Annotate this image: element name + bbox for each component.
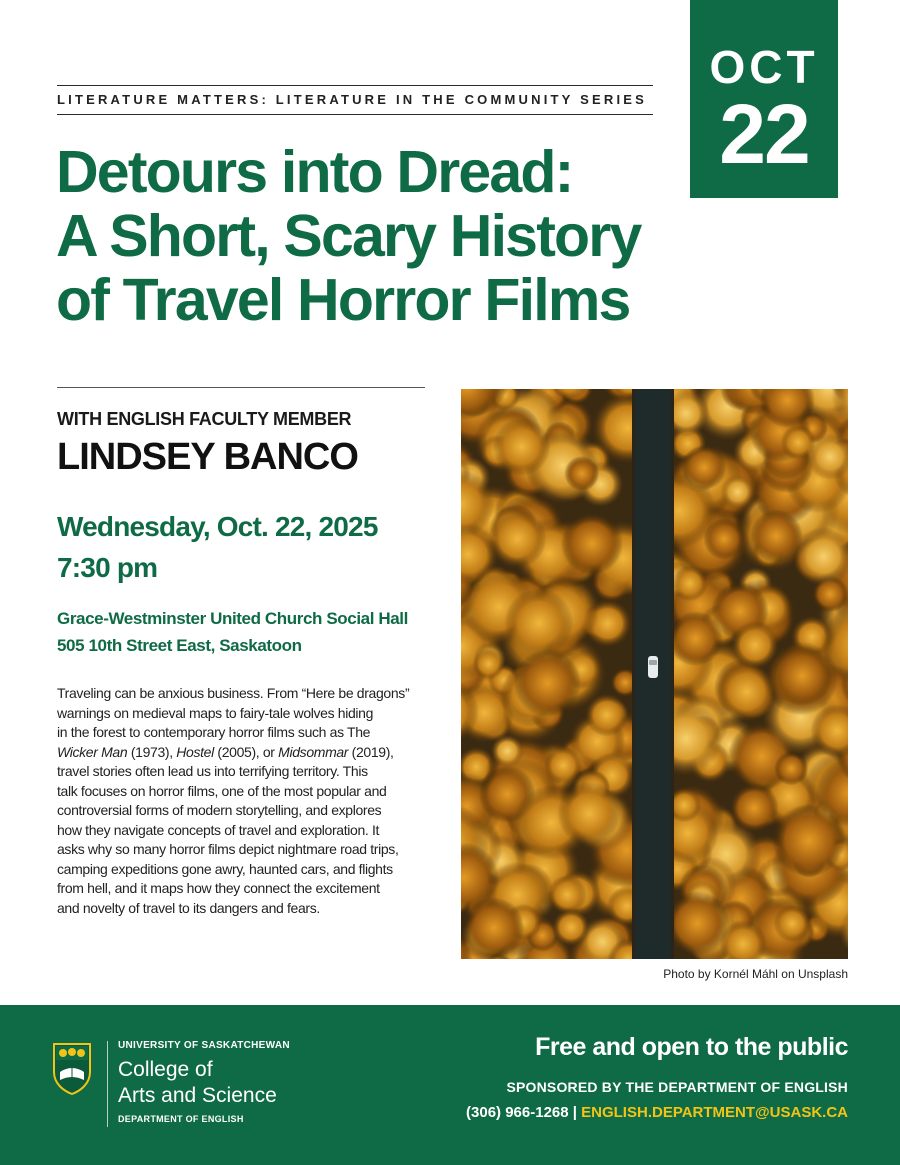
- description-line: from hell, and it maps how they connect the excitement: [57, 880, 380, 896]
- series-top-rule: [57, 85, 653, 86]
- description-line: Traveling can be anxious business. From “Here be dragons”: [57, 685, 410, 701]
- event-description: [57, 684, 452, 918]
- description-line: in the forest to contemporary horror films such as The: [57, 724, 371, 740]
- car: [648, 656, 658, 678]
- film-title: Midsommar: [278, 743, 349, 760]
- tree-crown: [552, 909, 590, 947]
- film-title: Wicker Man: [57, 743, 128, 760]
- tree-crown: [514, 649, 582, 717]
- contact-separator: |: [568, 1104, 582, 1121]
- event-title: [56, 140, 696, 332]
- department-name: DEPARTMENT OF ENGLISH: [118, 1114, 244, 1124]
- event-venue: [57, 605, 408, 659]
- venue-name: Grace-Westminster United Church Social Hall: [57, 609, 408, 628]
- film-title: Hostel: [176, 743, 214, 760]
- event-time: 7:30 pm: [57, 552, 158, 583]
- logo-divider: [107, 1041, 108, 1127]
- description-line: warnings on medieval maps to fairy-tale wolves hiding: [57, 704, 374, 721]
- tree-crown: [585, 693, 628, 736]
- photo-credit: Photo by Kornél Máhl on Unsplash: [663, 967, 848, 981]
- phone-number: (306) 966-1268: [466, 1104, 569, 1121]
- venue-address: 505 10th Street East, Saskatoon: [57, 636, 302, 655]
- tree-crown: [750, 509, 803, 562]
- tree-crown: [717, 662, 776, 721]
- tree-crown: [492, 418, 550, 476]
- tree-crown: [731, 621, 779, 669]
- date-badge-day: 22: [719, 87, 809, 181]
- tree-crown: [772, 804, 845, 877]
- date-badge: [690, 0, 838, 198]
- tree-crown: [703, 518, 744, 559]
- college-name-line: Arts and Science: [118, 1084, 277, 1107]
- tree-crown: [721, 475, 755, 509]
- college-name: [118, 1057, 277, 1109]
- tree-crown: [544, 746, 582, 784]
- university-name: UNIVERSITY OF SASKATCHEWAN: [118, 1040, 290, 1051]
- description-line: controversial forms of modern storytelling, and explores: [57, 802, 382, 818]
- tree-crown: [672, 565, 708, 601]
- series-bottom-rule: [57, 114, 653, 115]
- forest-road-illustration: [461, 389, 848, 959]
- speaker-name: LINDSEY BANCO: [57, 436, 358, 478]
- tree-crown: [557, 782, 621, 846]
- description-line: travel stories often lead us into terrifying territory. This: [57, 763, 368, 779]
- sponsor-line: SPONSORED BY THE DEPARTMENT OF ENGLISH: [506, 1079, 848, 1095]
- event-title-line: of Travel Horror Films: [56, 267, 630, 333]
- tree-crown: [682, 445, 727, 490]
- description-text: (2019),: [348, 743, 394, 760]
- date-badge-month: OCT: [709, 41, 819, 93]
- contact-line: [466, 1104, 848, 1121]
- description-text: (1973),: [127, 743, 177, 760]
- email-link[interactable]: ENGLISH.DEPARTMENT@USASK.CA: [581, 1104, 848, 1121]
- event-date: Wednesday, Oct. 22, 2025: [57, 511, 378, 542]
- description-line: [57, 743, 452, 763]
- tree-crown: [668, 611, 723, 666]
- description-line: talk focuses on horror films, one of the most popular and: [57, 782, 387, 799]
- tree-crown: [504, 588, 574, 658]
- series-title: LITERATURE MATTERS: LITERATURE IN THE COMMUNITY SERIES: [57, 92, 647, 107]
- tree-crown: [473, 648, 504, 679]
- tree-crown: [774, 905, 811, 942]
- tree-crown: [463, 897, 524, 958]
- event-title-line: Detours into Dread:: [56, 139, 573, 205]
- footer: [0, 1005, 900, 1165]
- tree-crown: [781, 425, 816, 460]
- description-line: how they navigate concepts of travel and exploration. It: [57, 821, 380, 838]
- speaker-label: WITH ENGLISH FACULTY MEMBER: [57, 409, 352, 429]
- tree-crown: [548, 875, 587, 914]
- event-title-line: A Short, Scary History: [56, 203, 641, 269]
- description-text: (2005), or: [213, 743, 279, 760]
- forest-road-photo: [461, 389, 848, 959]
- tree-crown: [774, 752, 808, 786]
- college-name-line: College of: [118, 1058, 213, 1081]
- admission-note: Free and open to the public: [535, 1033, 848, 1061]
- description-line: asks why so many horror films depict nightmare road trips,: [57, 841, 399, 857]
- description-line: camping expeditions gone awry, haunted cars, and flights: [57, 860, 393, 877]
- tree-crown: [561, 512, 624, 575]
- tree-crown: [564, 456, 599, 491]
- tree-crown: [729, 783, 778, 832]
- title-divider: [57, 387, 425, 388]
- usask-crest-icon: [52, 1042, 92, 1096]
- description-line: and novelty of travel to its dangers and fears.: [57, 899, 320, 916]
- tree-crown: [665, 891, 730, 956]
